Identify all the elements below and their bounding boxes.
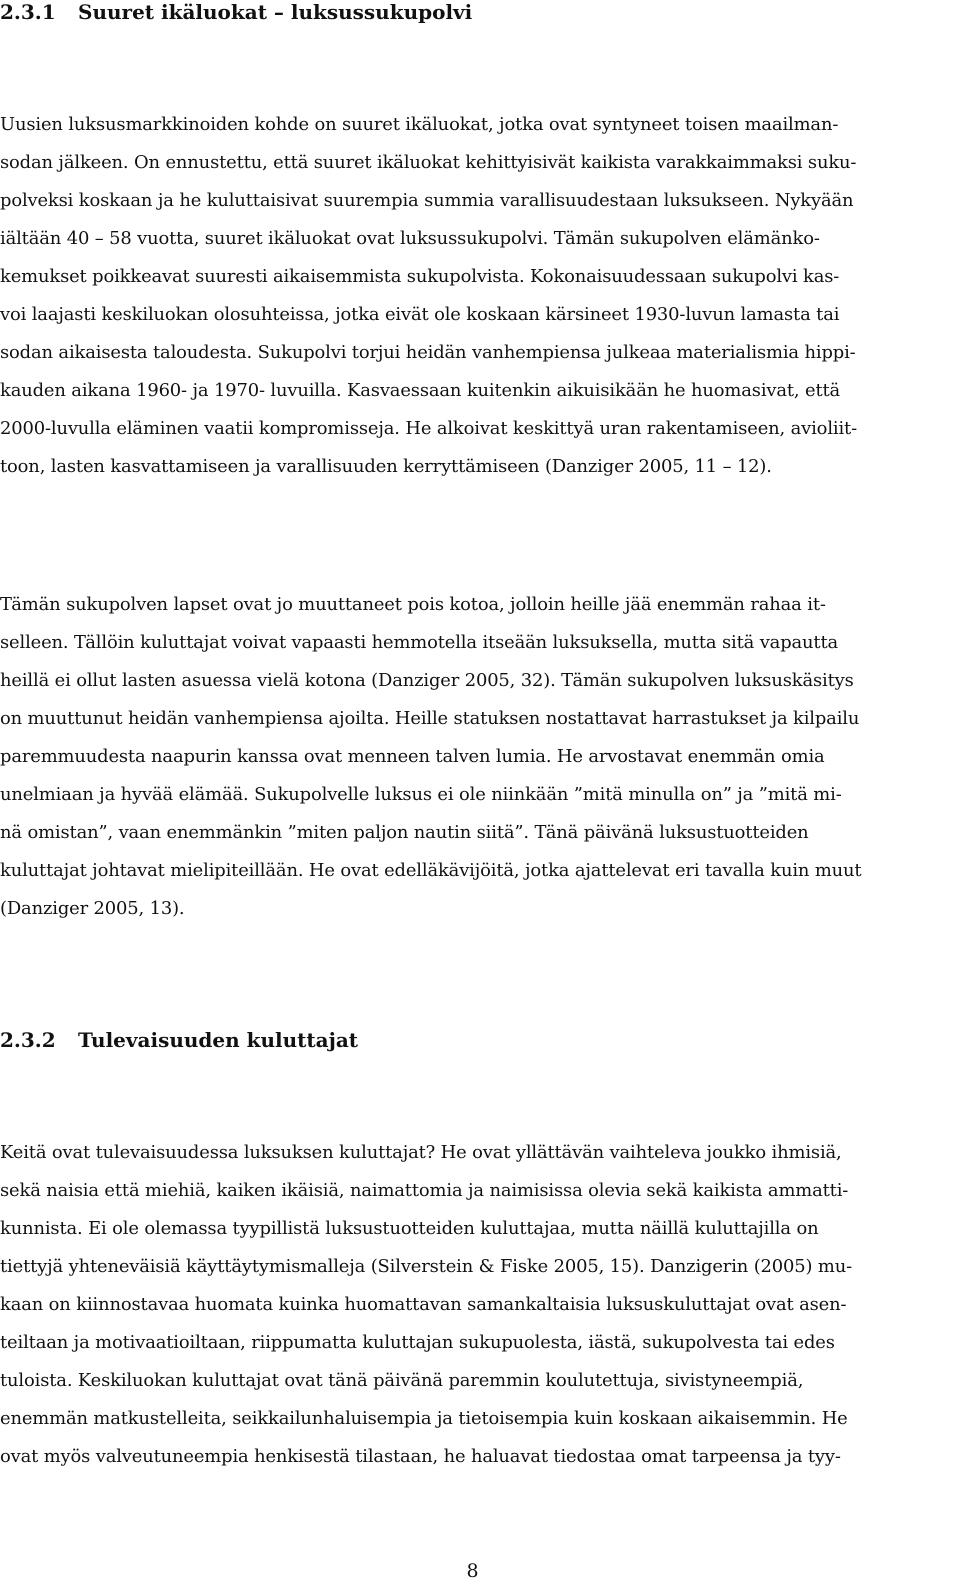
- text-line: sodan jälkeen. On ennustettu, että suuret ikäluokat kehittyisivät kaikista varakkaimmaksi suku-: [0, 152, 857, 173]
- page-number: 8: [466, 1560, 479, 1582]
- text-line: tuloista. Keskiluokan kuluttajat ovat tänä päivänä paremmin koulutettuja, sivistyneempiä,: [0, 1370, 804, 1391]
- text-line: kauden aikana 1960- ja 1970- luvuilla. Kasvaessaan kuitenkin aikuisikään he huomasivat, että: [0, 380, 841, 401]
- paragraph-children-moved-out: [0, 586, 960, 928]
- text-line: on muuttunut heidän vanhempiensa ajoilta. Heille statuksen nostattavat harrastukset ja kilpailu: [0, 708, 860, 729]
- text-line: kaan on kiinnostavaa huomata kuinka huomattavan samankaltaisia luksuskuluttajat ovat asen-: [0, 1294, 847, 1315]
- text-line: Tämän sukupolven lapset ovat jo muuttaneet pois kotoa, jolloin heille jää enemmän rahaa it-: [0, 594, 826, 615]
- paragraph-luxury-generation: [0, 106, 960, 486]
- text-line: ovat myös valveutuneempia henkisestä tilastaan, he haluavat tiedostaa omat tarpeensa ja tyy-: [0, 1446, 841, 1467]
- text-line: kuluttajat johtavat mielipiteillään. He ovat edelläkävijöitä, jotka ajattelevat eri tavalla kuin muut: [0, 860, 862, 881]
- paragraph-future-consumers: [0, 1134, 960, 1476]
- text-line: teiltaan ja motivaatioiltaan, riippumatta kuluttajan sukupuolesta, iästä, sukupolvesta tai edes: [0, 1332, 835, 1353]
- text-line: Keitä ovat tulevaisuudessa luksuksen kuluttajat? He ovat yllättävän vaihteleva joukko ihmisiä,: [0, 1142, 842, 1163]
- text-line: nä omistan”, vaan enemmänkin ”miten paljon nautin siitä”. Tänä päivänä luksustuotteiden: [0, 822, 809, 843]
- section-number: 2.3.1: [0, 0, 56, 24]
- text-line: heillä ei ollut lasten asuessa vielä kotona (Danziger 2005, 32). Tämän sukupolven luksuskäsitys: [0, 670, 854, 691]
- text-line: sekä naisia että miehiä, kaiken ikäisiä, naimattomia ja naimisissa olevia sekä kaikista ammatti-: [0, 1180, 849, 1201]
- text-line: Uusien luksusmarkkinoiden kohde on suuret ikäluokat, jotka ovat syntyneet toisen maailman-: [0, 114, 839, 135]
- text-line: unelmiaan ja hyvää elämää. Sukupolvelle luksus ei ole niinkään ”mitä minulla on” ja ”mitä mi-: [0, 784, 842, 805]
- text-line: voi laajasti keskiluokan olosuhteissa, jotka eivät ole koskaan kärsineet 1930-luvun lamasta tai: [0, 304, 840, 325]
- text-line: polveksi koskaan ja he kuluttaisivat suurempia summia varallisuudestaan luksukseen. Nykyään: [0, 190, 854, 211]
- section-number: 2.3.2: [0, 1028, 56, 1052]
- text-line: tiettyjä yhteneväisiä käyttäytymismalleja (Silverstein & Fiske 2005, 15). Danzigerin (2005) mu-: [0, 1256, 853, 1277]
- text-line: toon, lasten kasvattamiseen ja varallisuuden kerryttämiseen (Danziger 2005, 11 – 12).: [0, 456, 772, 477]
- section-title: Tulevaisuuden kuluttajat: [78, 1028, 359, 1052]
- text-line: enemmän matkustelleita, seikkailunhaluisempia ja tietoisempia kuin koskaan aikaisemmin. He: [0, 1408, 848, 1429]
- text-line: paremmuudesta naapurin kanssa ovat menneen talven lumia. He arvostavat enemmän omia: [0, 746, 825, 767]
- text-line: (Danziger 2005, 13).: [0, 898, 185, 919]
- text-line: kemukset poikkeavat suuresti aikaisemmista sukupolvista. Kokonaisuudessaan sukupolvi kas-: [0, 266, 840, 287]
- section-title: Suuret ikäluokat – luksussukupolvi: [78, 0, 473, 24]
- text-line: selleen. Tällöin kuluttajat voivat vapaasti hemmotella itseään luksuksella, mutta sitä vapautta: [0, 632, 839, 653]
- text-line: 2000-luvulla eläminen vaatii kompromisseja. He alkoivat keskittyä uran rakentamiseen, avioliit-: [0, 418, 858, 439]
- text-line: sodan aikaisesta taloudesta. Sukupolvi torjui heidän vanhempiensa julkeaa materialismia hippi-: [0, 342, 856, 363]
- section-heading-2-3-1: [0, 0, 472, 24]
- text-line: iältään 40 – 58 vuotta, suuret ikäluokat ovat luksussukupolvi. Tämän sukupolven elämänko-: [0, 228, 820, 249]
- text-line: kunnista. Ei ole olemassa tyypillistä luksustuotteiden kuluttajaa, mutta näillä kuluttajilla on: [0, 1218, 819, 1239]
- section-heading-2-3-2: [0, 1028, 358, 1052]
